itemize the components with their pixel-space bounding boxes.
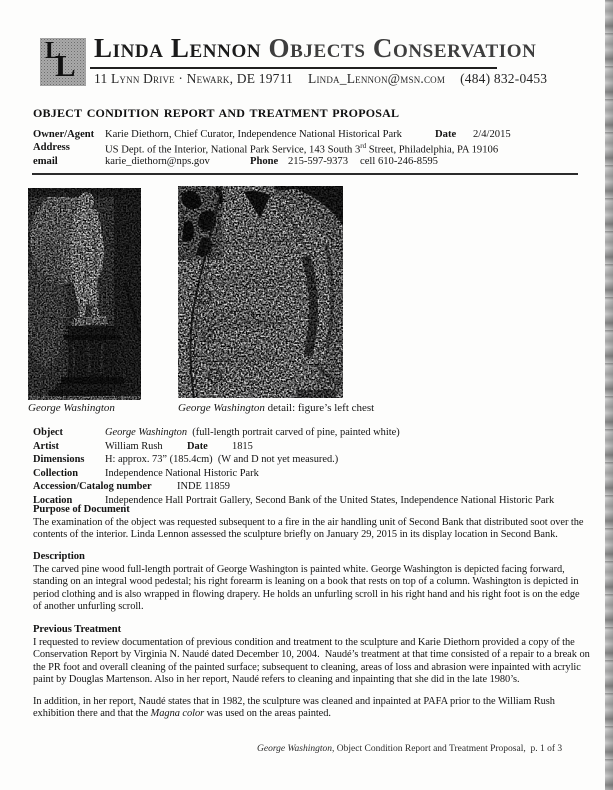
company-contact-line — [94, 71, 562, 87]
report-title: OBJECT CONDITION REPORT AND TREATMENT PROPOSAL — [33, 106, 400, 120]
meta-row-artist: Artist William Rush Date 1815 — [33, 440, 253, 452]
owner-label: Owner/Agent — [33, 129, 95, 140]
previous-treatment-paragraph-1: I requested to review documentation of previous condition and treatment to the sculpture and Karie Diethorn provided a copy of the Conservation Report by Virginia N. Naudé dated December 10, 2004. Naudé’s treatment at that time consisted of a repair to a break on the PR foot and overall cleaning of the painted surface; subsequent to cleaning, areas of loss and abrasion were inpainted with acrylic paint by Douglas Martenson. Also in her report, Naudé refers to cleaning and inpainting that she did in the late 1980’s. — [33, 636, 590, 685]
scanner-edge-artifact — [605, 0, 613, 790]
logo-letter-l2: L — [55, 48, 76, 83]
address-value: US Dept. of the Interior, National Park Service, 143 South 3rd Street, Philadelphia, PA 19106 — [105, 142, 499, 156]
date-label: Date — [435, 129, 457, 140]
email-label: email — [33, 155, 58, 167]
company-email: Linda_Lennon@msn.com — [308, 71, 446, 86]
email-row — [33, 156, 593, 169]
company-title-primary: Linda Lennon — [94, 33, 262, 63]
address-label: Address — [33, 142, 70, 154]
caption-full-photo: George Washington — [28, 402, 115, 414]
meta-row-collection: Collection Independence National Historic Park — [33, 467, 259, 479]
section-purpose — [33, 503, 590, 542]
page-footer: George Washington, Object Condition Report and Treatment Proposal, p. 1 of 3 — [257, 744, 563, 754]
header-divider — [90, 67, 497, 69]
purpose-heading: Purpose of Document — [33, 504, 130, 515]
date-value: 2/4/2015 — [473, 129, 511, 140]
ordinal-superscript: rd — [360, 142, 367, 151]
cell-value: cell 610-246-8595 — [360, 155, 438, 167]
previous-treatment-paragraph-2: In addition, in her report, Naudé states that in 1982, the sculpture was cleaned and inpainted at PAFA prior to the William Rush exhibition there and that the Magna color was used on the areas painted. — [33, 695, 555, 719]
purpose-paragraph: The examination of the object was requested subsequent to a fire in the air handling unit of Second Bank that distributed soot over the contents of the interior. Linda Lennon assessed the sculpture briefly on January 29, 2015 in its display location in Second Bank. — [33, 516, 584, 540]
meta-row-accession: Accession/Catalog number INDE 11859 — [33, 481, 231, 492]
caption-detail-photo: George Washington detail: figure’s left chest — [178, 402, 375, 414]
company-phone: (484) 832-0453 — [460, 71, 548, 86]
meta-row-dimensions: Dimensions H: approx. 73” (185.4cm) (W and D not yet measured.) — [33, 454, 339, 465]
phone-label: Phone — [250, 155, 279, 167]
description-heading: Description — [33, 551, 85, 562]
section-previous-treatment — [33, 623, 590, 721]
meta-row-object: Object George Washington (full-length portrait carved of pine, painted white) — [33, 427, 400, 438]
photo-george-washington-full — [28, 188, 141, 400]
section-description — [33, 550, 590, 614]
company-title — [94, 33, 537, 64]
owner-row — [33, 129, 593, 142]
owner-contact-block — [33, 129, 593, 169]
previous-treatment-heading: Previous Treatment — [33, 624, 122, 635]
description-paragraph: The carved pine wood full-length portrait of George Washington is painted white. George Washington is depicted facing forward, standing on an integral wood pedestal; his right forearm is leaning on a book that rests on top of a column. Washington is depicted in period clothing and is also wrapped in flowing drapery. He holds an unfurling scroll in his right hand and his right foot is on the edge of another unfurling scroll. — [33, 563, 580, 612]
company-title-secondary: Objects Conservation — [261, 33, 537, 63]
section-divider — [32, 173, 578, 175]
company-address: 11 Lynn Drive · Newark, DE 19711 — [94, 71, 294, 86]
email-value: karie_diethorn@nps.gov — [105, 155, 210, 167]
address-row — [33, 142, 593, 155]
owner-value: Karie Diethorn, Chief Curator, Independence National Historical Park — [105, 129, 402, 140]
object-metadata-block — [33, 427, 593, 508]
logo-letter-l1: L — [45, 38, 62, 64]
photo-george-washington-detail — [178, 186, 343, 398]
phone-value: 215-597-9373 — [288, 155, 349, 167]
linda-lennon-logo — [40, 38, 86, 86]
meta-row-location: Location Independence Hall Portrait Gallery, Second Bank of the United States, Independence National Historic Park — [33, 494, 555, 506]
